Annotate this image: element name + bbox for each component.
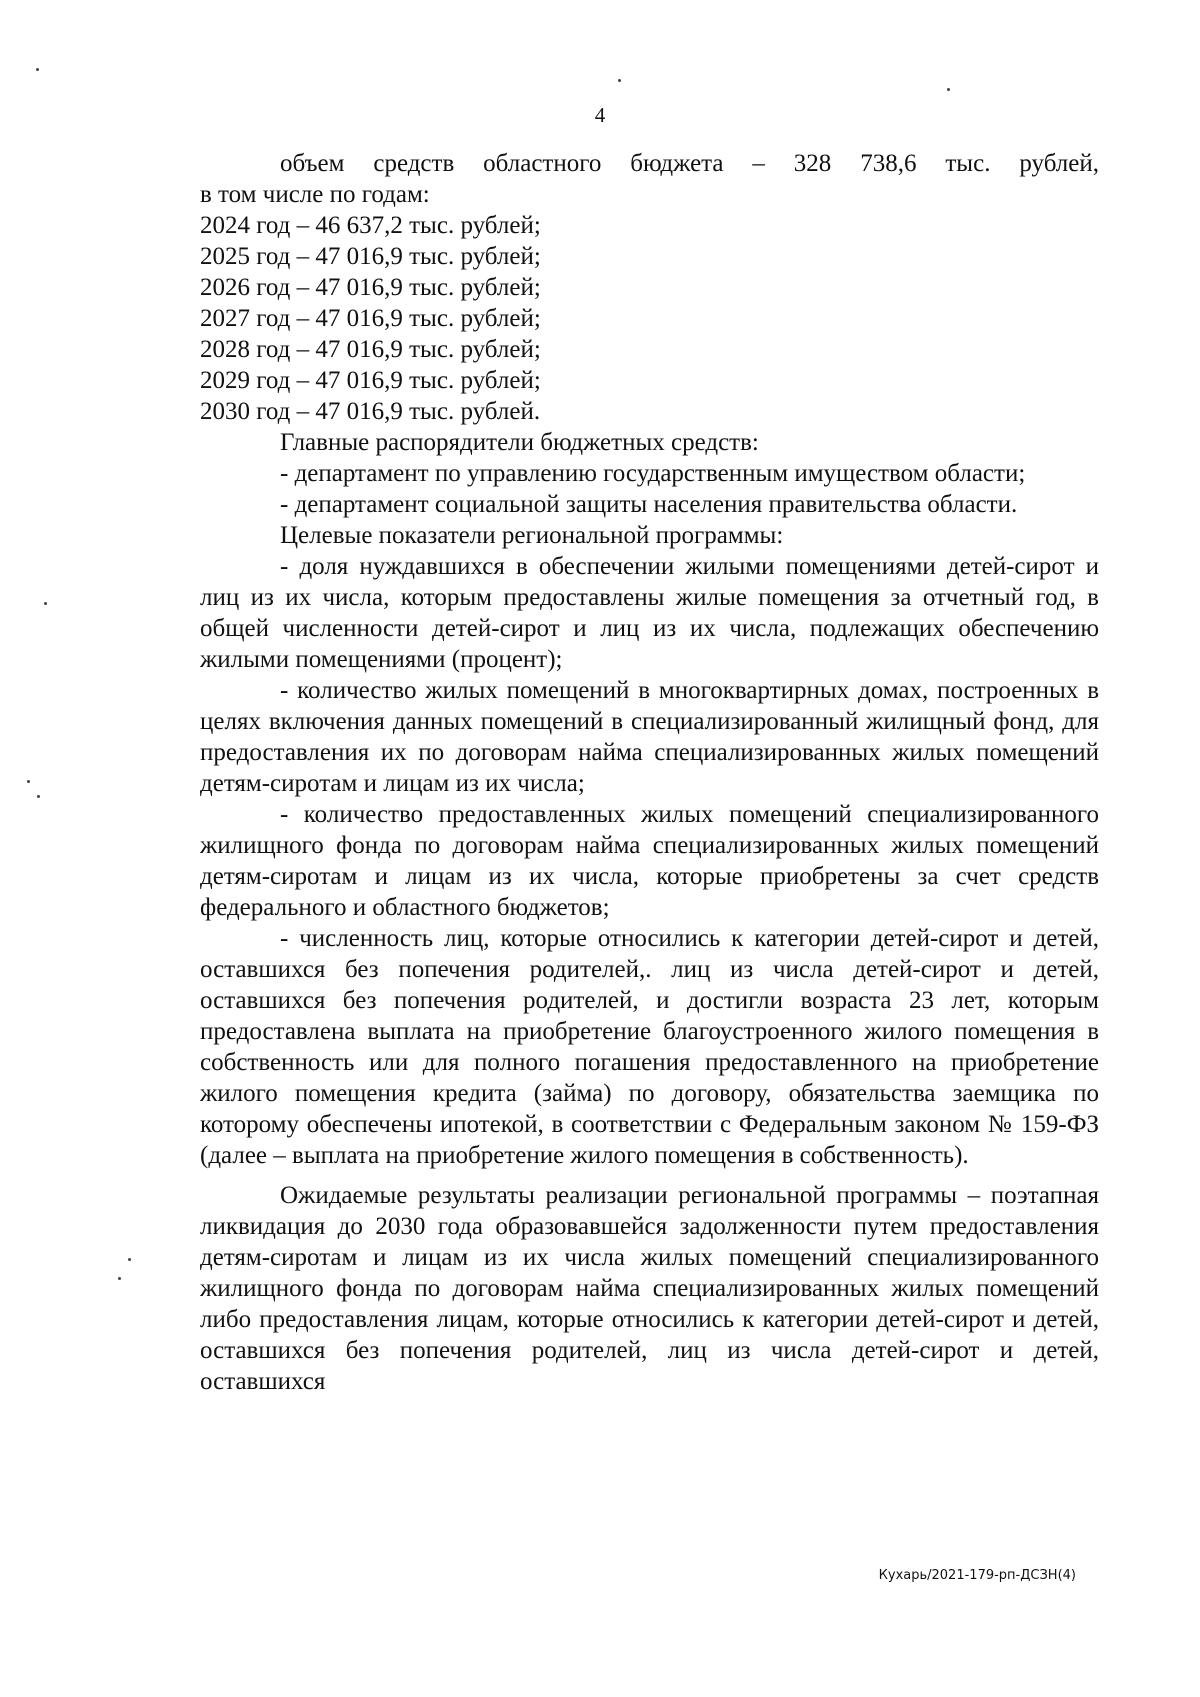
- budget-year-2024: 2024 год – 46 637,2 тыс. рублей;: [200, 212, 541, 239]
- scan-speck: [37, 795, 40, 798]
- indicators-heading: Целевые показатели региональной программы:: [280, 522, 784, 549]
- scan-speck: [128, 1258, 131, 1261]
- scan-speck: [947, 88, 950, 91]
- budget-year-2026: 2026 год – 47 016,9 тыс. рублей;: [200, 274, 541, 301]
- budget-year-2025: 2025 год – 47 016,9 тыс. рублей;: [200, 243, 541, 270]
- scan-speck: [618, 79, 621, 82]
- managers-item: - департамент по управлению государственным имуществом области;: [280, 460, 1026, 487]
- budget-year-2028: 2028 год – 47 016,9 тыс. рублей;: [200, 336, 541, 363]
- indicator-item: - количество предоставленных жилых помещений специализированного жилищного фонда по договорам найма специализированных жилых помещений детям-сиротам и лицам из их числа, которые приобретены за счет средств федерального и областного бюджетов;: [200, 801, 1099, 921]
- scan-speck: [36, 68, 39, 71]
- expected-results: Ожидаемые результаты реализации региональной программы – поэтапная ликвидация до 2030 года образовавшейся задолженности путем предоставления детям-сиротам и лицам из их числа жилых помещений специализированного жилищного фонда по договорам найма специализированных жилых помещений либо предоставления лицам, которые относились к категории детей-сирот и детей, оставшихся без попечения родителей, лиц из числа детей-сирот и детей, оставшихся: [200, 1182, 1099, 1395]
- page-number: 4: [594, 103, 606, 127]
- document-reference-code: Кухарь/2021-179-рп-ДСЗН(4): [878, 1568, 1076, 1583]
- managers-heading: Главные распорядители бюджетных средств:: [280, 429, 759, 456]
- managers-item: - департамент социальной защиты населения правительства области.: [280, 491, 1018, 518]
- document-body: [200, 148, 1099, 1397]
- scan-speck: [27, 780, 30, 783]
- scan-speck: [118, 1277, 121, 1280]
- budget-year-2027: 2027 год – 47 016,9 тыс. рублей;: [200, 305, 541, 332]
- indicator-item: - численность лиц, которые относились к категории детей-сирот и детей, оставшихся без попечения родителей,. лиц из числа детей-сирот и детей, оставшихся без попечения родителей, и достигли возраста 23 лет, которым предоставлена выплата на приобретение благоустроенного жилого помещения в собственность или для полного погашения предоставленного на приобретение жилого помещения кредита (займа) по договору, обязательства заемщика по которому обеспечены ипотекой, в соответствии с Федеральным законом № 159-ФЗ (далее – выплата на приобретение жилого помещения в собственность).: [200, 925, 1099, 1169]
- budget-by-years-label: в том числе по годам:: [200, 181, 430, 208]
- indicator-item: - количество жилых помещений в многоквартирных домах, построенных в целях включения данных помещений в специализированный жилищный фонд, для предоставления их по договорам найма специализированных жилых помещений детям-сиротам и лицам из их числа;: [200, 677, 1099, 797]
- budget-year-2029: 2029 год – 47 016,9 тыс. рублей;: [200, 367, 541, 394]
- budget-year-2030: 2030 год – 47 016,9 тыс. рублей.: [200, 398, 541, 425]
- budget-total-line: объем средств областного бюджета – 328 738,6 тыс. рублей,: [280, 150, 1099, 177]
- scan-speck: [44, 602, 47, 605]
- indicator-item: - доля нуждавшихся в обеспечении жилыми помещениями детей-сирот и лиц из их числа, которым предоставлены жилые помещения за отчетный год, в общей численности детей-сирот и лиц из их числа, подлежащих обеспечению жилыми помещениями (процент);: [200, 553, 1099, 673]
